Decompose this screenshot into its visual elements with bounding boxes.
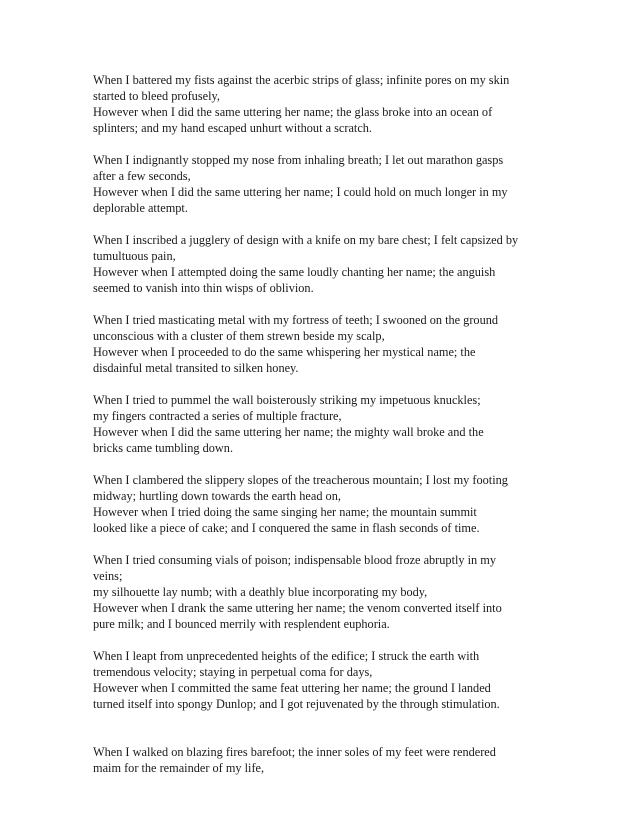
poem-line: tumultuous pain,: [93, 249, 176, 263]
poem-line: However when I attempted doing the same loudly chanting her name; the anguish: [93, 265, 496, 279]
poem-line: after a few seconds,: [93, 169, 191, 183]
poem-line: disdainful metal transited to silken honey.: [93, 361, 299, 375]
poem-line: When I tried to pummel the wall boisterously striking my impetuous knuckles;: [93, 393, 481, 407]
stanza-8: [93, 648, 555, 712]
poem-line: seemed to vanish into thin wisps of oblivion.: [93, 281, 314, 295]
stanza-3: [93, 232, 555, 296]
poem-line: However when I did the same uttering her name; I could hold on much longer in my: [93, 185, 508, 199]
poem-line: veins;: [93, 569, 123, 583]
poem-line: When I indignantly stopped my nose from inhaling breath; I let out marathon gasps: [93, 153, 504, 167]
poem-line: my fingers contracted a series of multiple fracture,: [93, 409, 342, 423]
poem-line: looked like a piece of cake; and I conquered the same in flash seconds of time.: [93, 521, 480, 535]
poem-line: However when I proceeded to do the same whispering her mystical name; the: [93, 345, 476, 359]
stanza-6: [93, 472, 555, 536]
poem-line: deplorable attempt.: [93, 201, 188, 215]
poem-line: When I leapt from unprecedented heights of the edifice; I struck the earth with: [93, 649, 480, 663]
poem-line: bricks came tumbling down.: [93, 441, 234, 455]
poem-line: When I tried masticating metal with my fortress of teeth; I swooned on the ground: [93, 313, 499, 327]
stanza-5: [93, 392, 555, 456]
poem-body: [93, 72, 555, 792]
stanza-9: [93, 744, 555, 776]
poem-line: maim for the remainder of my life,: [93, 761, 265, 775]
poem-line: When I walked on blazing fires barefoot; the inner soles of my feet were rendered: [93, 745, 496, 759]
poem-line: However when I tried doing the same singing her name; the mountain summit: [93, 505, 477, 519]
poem-line: midway; hurtling down towards the earth head on,: [93, 489, 341, 503]
poem-line: unconscious with a cluster of them strewn beside my scalp,: [93, 329, 385, 343]
poem-line: splinters; and my hand escaped unhurt without a scratch.: [93, 121, 372, 135]
stanza-2: [93, 152, 555, 216]
poem-line: When I clambered the slippery slopes of the treacherous mountain; I lost my footing: [93, 473, 508, 487]
poem-line: When I inscribed a jugglery of design with a knife on my bare chest; I felt capsized by: [93, 233, 519, 247]
stanza-4: [93, 312, 555, 376]
stanza-1: [93, 72, 555, 136]
stanza-7: [93, 552, 555, 632]
poem-line: my silhouette lay numb; with a deathly blue incorporating my body,: [93, 585, 428, 599]
poem-line: However when I committed the same feat uttering her name; the ground I landed: [93, 681, 491, 695]
poem-line: However when I drank the same uttering her name; the venom converted itself into: [93, 601, 502, 615]
poem-line: When I tried consuming vials of poison; indispensable blood froze abruptly in my: [93, 553, 496, 567]
poem-line: started to bleed profusely,: [93, 89, 220, 103]
poem-line: When I battered my fists against the acerbic strips of glass; infinite pores on my skin: [93, 73, 510, 87]
poem-line: However when I did the same uttering her name; the mighty wall broke and the: [93, 425, 484, 439]
poem-line: pure milk; and I bounced merrily with resplendent euphoria.: [93, 617, 390, 631]
poem-line: However when I did the same uttering her name; the glass broke into an ocean of: [93, 105, 493, 119]
poem-line: tremendous velocity; staying in perpetual coma for days,: [93, 665, 373, 679]
poem-line: turned itself into spongy Dunlop; and I got rejuvenated by the through stimulation.: [93, 697, 500, 711]
